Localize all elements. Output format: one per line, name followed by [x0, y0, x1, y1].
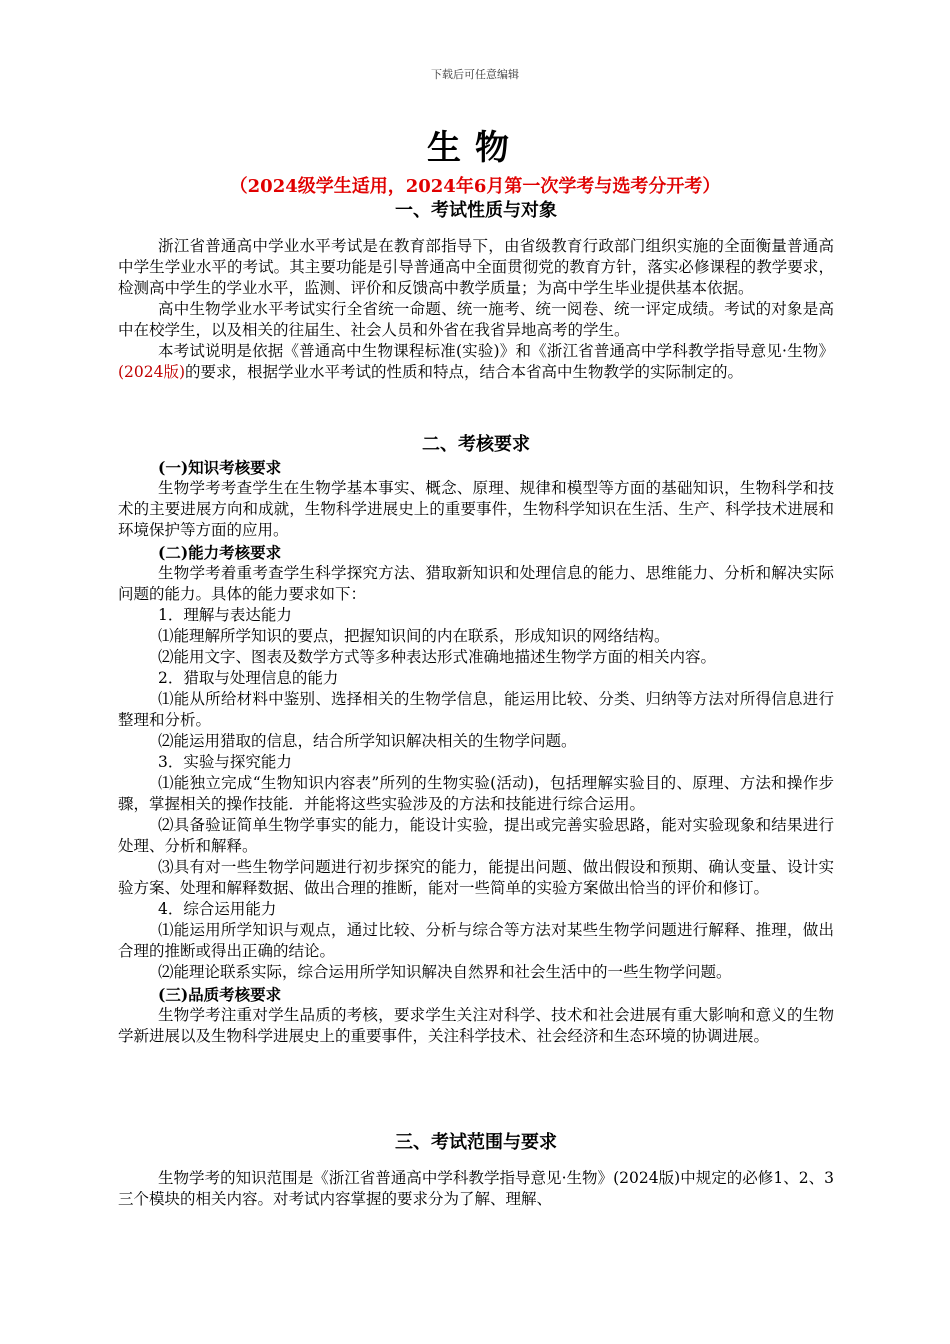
ability-3-item-2: ⑵具备验证简单生物学事实的能力，能设计实验，提出或完善实验思路，能对实验现象和结果进行处理、分析和解释。	[118, 816, 834, 855]
ability-2-item-2: ⑵能运用猎取的信息，结合所学知识解决相关的生物学问题。	[158, 732, 577, 750]
section-3-paragraph-1: 生物学考的知识范围是《浙江省普通高中学科教学指导意见·生物》(2024版)中规定的必修1、2、3三个模块的相关内容。对考试内容掌握的要求分为了解、理解、	[118, 1169, 834, 1208]
document-title: 生物	[427, 128, 523, 168]
ability-1-item-1: ⑴能理解所学知识的要点，把握知识间的内在联系，形成知识的网络结构。	[158, 627, 670, 645]
section-1-paragraph-1: 浙江省普通高中学业水平考试是在教育部指导下，由省级教育行政部门组织实施的全面衡量普通高中学生学业水平的考试。其主要功能是引导普通高中全面贯彻党的教育方针，落实必修课程的教学要求，检测高中学生的学业水平，监测、评价和反馈高中教学质量；为高中学生毕业提供基本依据。	[118, 237, 834, 297]
ability-2-item-1: ⑴能从所给材料中鉴别、选择相关的生物学信息，能运用比较、分类、归纳等方法对所得信息进行整理和分析。	[118, 690, 834, 729]
section-1-paragraph-2: 高中生物学业水平考试实行全省统一命题、统一施考、统一阅卷、统一评定成绩。考试的对象是高中在校学生，以及相关的往届生、社会人员和外省在我省异地高考的学生。	[118, 300, 834, 339]
section-2-sub-2-text: 生物学考着重考查学生科学探究方法、猎取新知识和处理信息的能力、思维能力、分析和解决实际问题的能力。具体的能力要求如下：	[118, 564, 834, 603]
section-1-paragraph-3	[118, 341, 834, 383]
paragraph-3-text-b: 的要求，根据学业水平考试的性质和特点，结合本省高中生物教学的实际制定的。	[185, 363, 744, 381]
section-2	[118, 430, 834, 1047]
document-subtitle: （2024级学生适用，2024年6月第一次学考与选考分开考）	[229, 176, 721, 197]
ability-3-item-3: ⑶具有对一些生物学问题进行初步探究的能力，能提出问题、做出假设和预期、确认变量、设计实验方案、处理和解释数据、做出合理的推断，能对一些简单的实验方案做出恰当的评价和修订。	[118, 858, 834, 897]
section-2-sub-1-text: 生物学考考查学生在生物学基本事实、概念、原理、规律和模型等方面的基础知识，生物科学和技术的主要进展方向和成就，生物科学进展史上的重要事件，生物科学知识在生活、生产、科学技术进展和环境保护等方面的应用。	[118, 479, 834, 539]
section-3-heading: 三、考试范围与要求	[395, 1132, 557, 1153]
section-2-sub-2: (二)能力考核要求	[158, 543, 282, 562]
header-note: 下载后可任意编辑	[431, 68, 519, 81]
paragraph-3-text-a: 本考试说明是依据《普通高中生物课程标准(实验)》和《浙江省普通高中学科教学指导意见·生物》	[158, 342, 834, 360]
section-3	[118, 1128, 834, 1154]
ability-2-title: 2．猎取与处理信息的能力	[158, 669, 339, 687]
ability-1-item-2: ⑵能用文字、图表及数学方式等多种表达形式准确地描述生物学方面的相关内容。	[158, 648, 717, 666]
ability-4-title: 4．综合运用能力	[158, 900, 277, 918]
paragraph-3-version-note: (2024版)	[118, 363, 186, 381]
ability-4-item-1: ⑴能运用所学知识与观点，通过比较、分析与综合等方法对某些生物学问题进行解释、推理，做出合理的推断或得出正确的结论。	[118, 921, 834, 960]
section-2-sub-3: (三)品质考核要求	[158, 985, 282, 1004]
section-3-body	[118, 1168, 834, 1210]
section-1-heading: 一、考试性质与对象	[395, 200, 557, 221]
section-2-heading: 二、考核要求	[422, 434, 530, 455]
ability-3-title: 3．实验与探究能力	[158, 753, 292, 771]
section-1	[118, 196, 834, 222]
ability-3-item-1: ⑴能独立完成“生物知识内容表”所列的生物实验(活动)，包括理解实验目的、原理、方法和操作步骤，掌握相关的操作技能．并能将这些实验涉及的方法和技能进行综合运用。	[118, 774, 834, 813]
ability-1-title: 1．理解与表达能力	[158, 606, 292, 624]
section-2-sub-3-text: 生物学考注重对学生品质的考核，要求学生关注对科学、技术和社会进展有重大影响和意义的生物学新进展以及生物科学进展史上的重要事件，关注科学技术、社会经济和生态环境的协调进展。	[118, 1006, 834, 1045]
ability-4-item-2: ⑵能理论联系实际，综合运用所学知识解决自然界和社会生活中的一些生物学问题。	[158, 963, 732, 981]
section-2-sub-1: (一)知识考核要求	[158, 458, 282, 477]
section-1-body	[118, 236, 834, 383]
